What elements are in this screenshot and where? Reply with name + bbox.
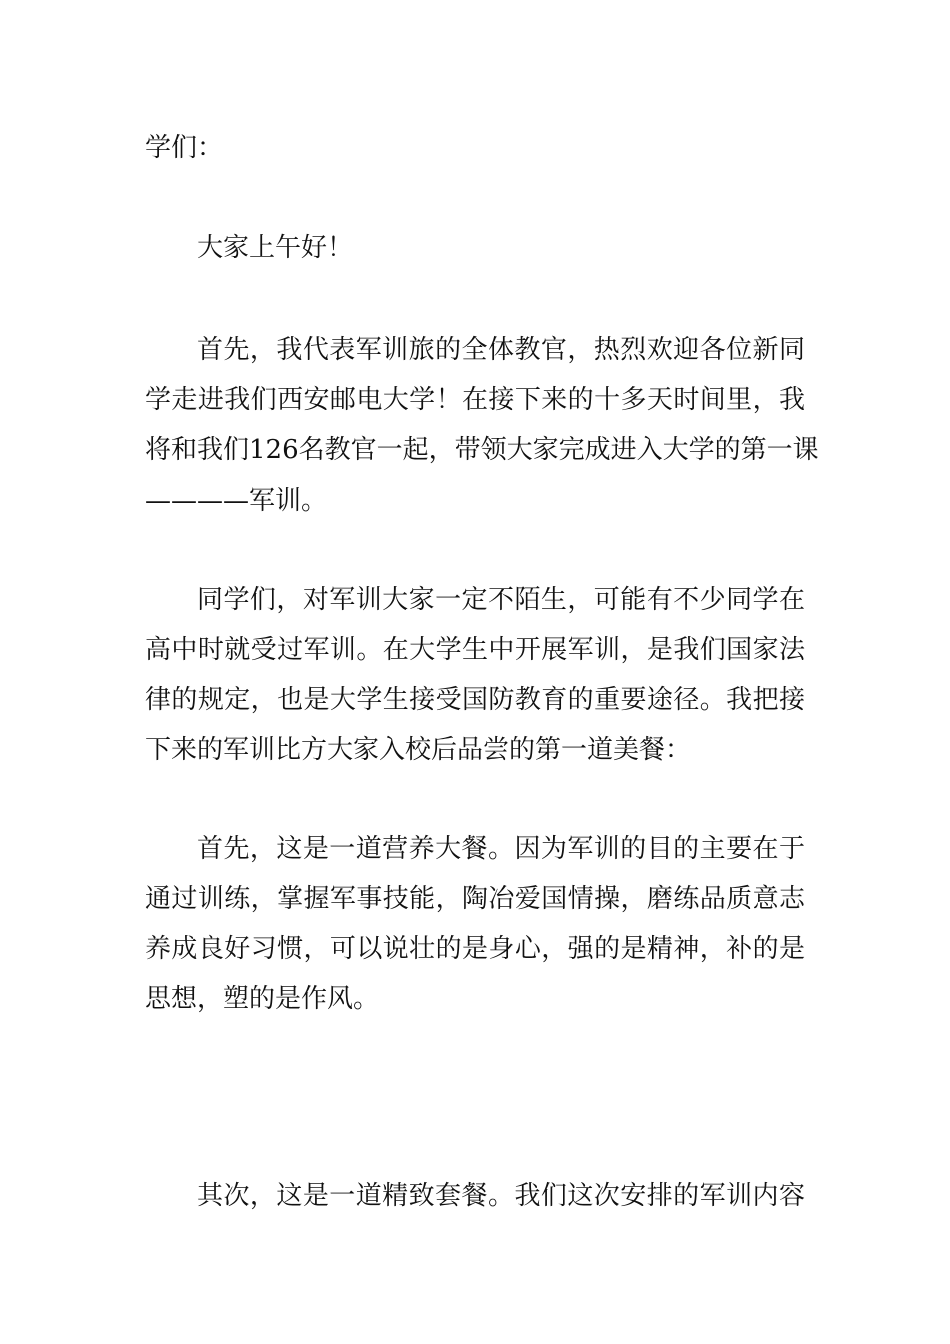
- paragraph-line: 将和我们126名教官一起，带领大家完成进入大学的第一课: [145, 435, 819, 465]
- paragraph-line: 律的规定，也是大学生接受国防教育的重要途径。我把接: [145, 685, 805, 715]
- paragraph-line: 学走进我们西安邮电大学！在接下来的十多天时间里，我: [145, 385, 805, 415]
- salutation-line: 学们：: [145, 133, 224, 163]
- paragraph-line: ————军训。: [145, 486, 328, 516]
- paragraph-line: 思想，塑的是作风。: [145, 984, 380, 1014]
- paragraph-line: 首先，我代表军训旅的全体教官，热烈欢迎各位新同: [197, 335, 805, 365]
- greeting-line: 大家上午好！: [197, 233, 354, 263]
- paragraph-line: 通过训练，掌握军事技能，陶冶爱国情操，磨练品质意志: [145, 884, 805, 914]
- paragraph-line: 下来的军训比方大家入校后品尝的第一道美餐：: [145, 735, 692, 765]
- paragraph-line: 养成良好习惯，可以说壮的是身心，强的是精神，补的是: [145, 934, 805, 964]
- paragraph-line: 高中时就受过军训。在大学生中开展军训，是我们国家法: [145, 635, 805, 665]
- paragraph-line: 其次，这是一道精致套餐。我们这次安排的军训内容: [197, 1181, 805, 1211]
- paragraph-line: 首先，这是一道营养大餐。因为军训的目的主要在于: [197, 834, 805, 864]
- paragraph-line: 同学们，对军训大家一定不陌生，可能有不少同学在: [197, 585, 805, 615]
